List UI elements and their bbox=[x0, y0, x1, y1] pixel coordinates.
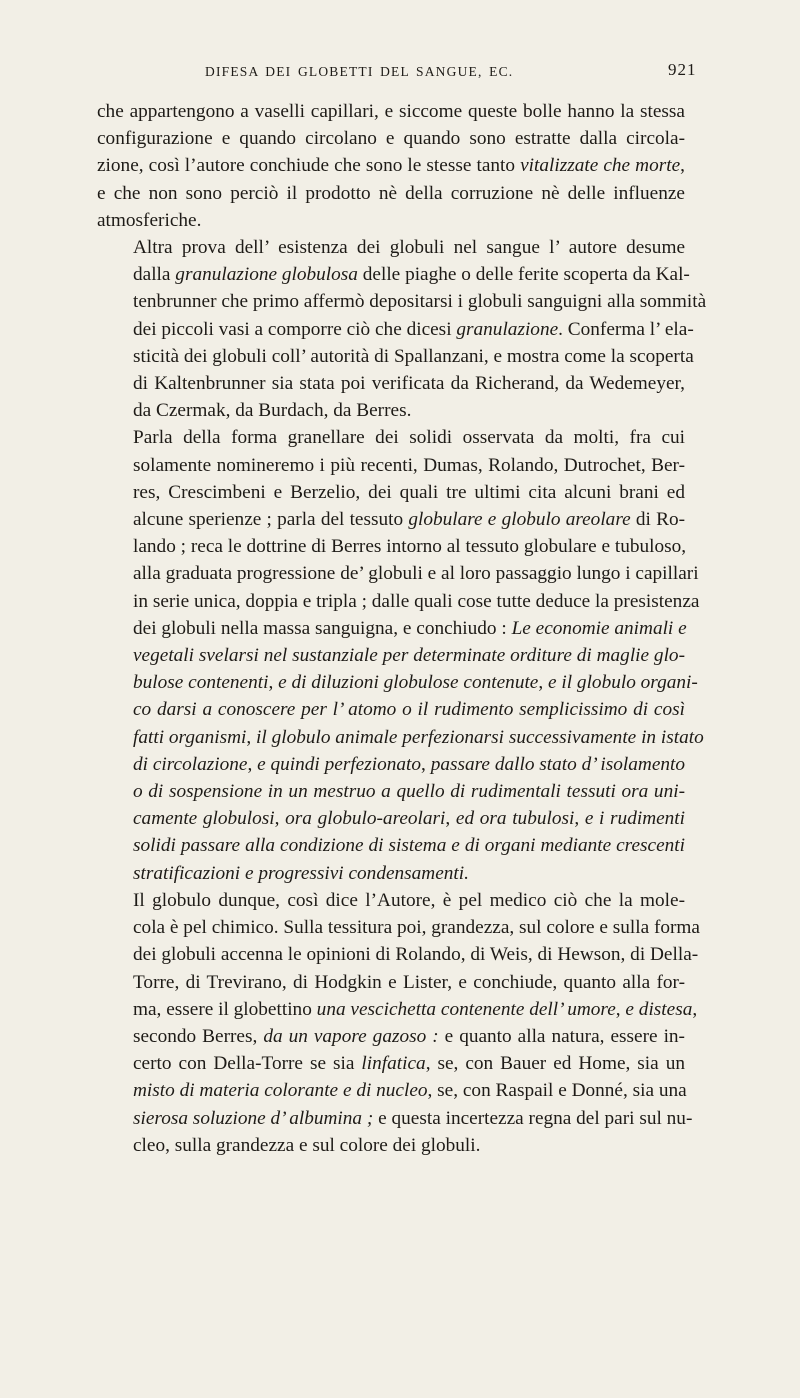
running-title: DIFESA DEI GLOBETTI DEL SANGUE, EC. bbox=[205, 64, 514, 79]
text-run: dei globuli nella massa sanguigna, e conchiudo : bbox=[133, 617, 512, 639]
text-line bbox=[97, 832, 685, 859]
text-line bbox=[97, 424, 685, 451]
italic-run: e il globulo organi- bbox=[548, 672, 698, 694]
text-run: delle piaghe o delle ferite scoperta da Kal- bbox=[357, 264, 690, 286]
text-run: , bbox=[680, 155, 685, 177]
italic-run: di circolazione bbox=[133, 753, 248, 775]
text-run: atmosferiche. bbox=[97, 209, 202, 231]
italic-run: ed ora tubulosi bbox=[455, 808, 575, 830]
text-line bbox=[97, 452, 685, 479]
text-line bbox=[97, 669, 698, 696]
italic-run: vitalizzate che morte bbox=[520, 155, 681, 177]
text-run: certo con Della-Torre se sia bbox=[133, 1053, 362, 1075]
text-run: Altra prova dell’ esistenza dei globuli nel sangue l’ autore desume bbox=[133, 237, 685, 259]
text-line bbox=[97, 234, 685, 261]
text-line bbox=[97, 370, 685, 397]
text-run: , bbox=[692, 998, 698, 1020]
text-run: , bbox=[445, 808, 456, 830]
text-line bbox=[97, 941, 699, 968]
italic-run: co darsi a conoscere per l’ atomo o il rudimento semplicissimo di così bbox=[133, 699, 685, 721]
italic-run: sierosa soluzione d’ albumina ; bbox=[133, 1107, 374, 1129]
italic-run: linfatica bbox=[361, 1053, 426, 1075]
text-run: , bbox=[538, 672, 549, 694]
italic-run: granulazione globulosa bbox=[175, 264, 358, 286]
text-line bbox=[97, 778, 685, 805]
italic-run: globulare e globulo areolare bbox=[408, 509, 631, 531]
text-run: da Czermak, da Burdach, da Berres. bbox=[133, 400, 412, 422]
italic-run: e quindi perfezionato bbox=[257, 753, 422, 775]
text-run: , se, con Bauer ed Home, sia un bbox=[425, 1053, 685, 1075]
text-run: cola è pel chimico. Sulla tessitura poi, grandezza, sul colore e sulla forma bbox=[133, 917, 700, 939]
text-line bbox=[97, 261, 690, 288]
text-line bbox=[97, 1105, 693, 1132]
page-number: 921 bbox=[668, 60, 697, 79]
running-head bbox=[0, 60, 800, 86]
text-run: solamente nomineremo i più recenti, Dumas, Rolando, Dutrochet, Ber- bbox=[133, 454, 685, 476]
text-line bbox=[97, 996, 698, 1023]
text-line bbox=[97, 615, 685, 642]
text-line bbox=[97, 125, 685, 152]
text-run: , bbox=[615, 998, 626, 1020]
text-run: , se, con Raspail e Donné, sia una bbox=[427, 1080, 687, 1102]
body-text bbox=[97, 98, 707, 1159]
text-line bbox=[97, 316, 694, 343]
text-run: ma, essere il globettino bbox=[133, 998, 317, 1020]
text-run: di Ro- bbox=[630, 509, 685, 531]
text-run: Parla della forma granellare dei solidi osservata da molti, fra cui bbox=[133, 427, 685, 449]
text-line bbox=[97, 1023, 685, 1050]
text-run: dei globuli accenna le opinioni di Rolando, di Weis, di Hewson, di Della- bbox=[133, 944, 699, 966]
text-run: dalla bbox=[133, 264, 176, 286]
text-run: , bbox=[246, 726, 257, 748]
text-run: Il globulo dunque, così dice l’Autore, è pel medico ciò che la mole- bbox=[133, 889, 685, 911]
italic-run: fatti organismi bbox=[133, 726, 247, 748]
text-run: sticità dei globuli coll’ autorità di Spallanzani, e mostra come la scoperta bbox=[133, 345, 694, 367]
text-line bbox=[97, 696, 685, 723]
text-line bbox=[97, 397, 685, 424]
text-run: e che non sono perciò il prodotto nè della corruzione nè delle influenze bbox=[97, 182, 685, 204]
italic-run: misto di materia colorante e di nucleo bbox=[133, 1080, 428, 1102]
text-run: , bbox=[268, 672, 279, 694]
text-line bbox=[97, 152, 685, 179]
text-line bbox=[97, 1077, 685, 1104]
text-line bbox=[97, 506, 685, 533]
text-line bbox=[97, 887, 685, 914]
text-run: lando ; reca le dottrine di Berres intorno al tessuto globulare e tubuloso, bbox=[133, 536, 687, 558]
text-line bbox=[97, 98, 685, 125]
text-line bbox=[97, 1132, 685, 1159]
text-run: , bbox=[574, 808, 585, 830]
paragraph bbox=[97, 887, 700, 1159]
italic-run: da un vapore gazoso : bbox=[263, 1025, 439, 1047]
text-line bbox=[97, 805, 685, 832]
italic-run: e i rudimenti bbox=[584, 808, 686, 830]
italic-run: passare dallo stato d’ isolamento bbox=[430, 753, 686, 775]
paragraph bbox=[97, 98, 685, 234]
text-line bbox=[97, 533, 685, 560]
italic-run: granulazione bbox=[456, 318, 559, 340]
italic-run: una vescichetta contenente dell’ umore bbox=[316, 998, 616, 1020]
text-run: tenbrunner che primo affermò depositarsi i globuli sanguigni alla sommità bbox=[133, 291, 707, 313]
text-run: . Conferma l’ ela- bbox=[558, 318, 694, 340]
text-line bbox=[97, 180, 685, 207]
paragraph bbox=[97, 424, 704, 886]
text-run: configurazione e quando circolano e quando sono estratte dalla circola- bbox=[97, 128, 685, 150]
text-run: di Kaltenbrunner sia stata poi verificata da Richerand, da Wedemeyer, bbox=[133, 373, 685, 395]
text-run: alla graduata progressione de’ globuli e al loro passaggio lungo i capillari bbox=[133, 563, 699, 585]
text-run: in serie unica, doppia e tripla ; dalle quali cose tutte deduce la presistenza bbox=[133, 590, 700, 612]
text-run: cleo, sulla grandezza e sul colore dei globuli. bbox=[133, 1134, 481, 1156]
text-line bbox=[97, 343, 694, 370]
italic-run: camente globulosi bbox=[133, 808, 275, 830]
text-line bbox=[97, 207, 685, 234]
text-line bbox=[97, 860, 685, 887]
text-line bbox=[97, 588, 700, 615]
italic-run: ora globulo-areolari bbox=[285, 808, 446, 830]
text-run: che appartengono a vaselli capillari, e siccome queste bolle hanno la stessa bbox=[97, 101, 685, 122]
italic-run: o di sospensione in un mestruo a quello di rudimentali tessuti ora uni- bbox=[133, 781, 685, 803]
text-line bbox=[97, 724, 704, 751]
italic-run: e di diluzioni globulose contenute bbox=[278, 672, 539, 694]
italic-run: solidi passare alla condizione di sistema e di organi mediante crescenti bbox=[133, 835, 685, 857]
text-run: zione, così l’autore conchiude che sono le stesse tanto bbox=[97, 155, 521, 177]
text-line bbox=[97, 642, 685, 669]
italic-run: vegetali svelarsi nel sustanziale per determinate orditure di maglie glo- bbox=[133, 645, 685, 667]
text-line bbox=[97, 969, 685, 996]
text-run: , bbox=[247, 753, 258, 775]
text-run: secondo Berres, bbox=[133, 1025, 264, 1047]
text-run: , bbox=[274, 808, 286, 830]
text-run: e questa incertezza regna del pari sul nu- bbox=[373, 1107, 693, 1129]
text-line bbox=[97, 1050, 685, 1077]
italic-run: e distesa bbox=[625, 998, 693, 1020]
text-line bbox=[97, 288, 707, 315]
text-run: alcune sperienze ; parla del tessuto bbox=[133, 509, 409, 531]
text-run: res, Crescimbeni e Berzelio, dei quali tre ultimi cita alcuni brani ed bbox=[133, 481, 685, 503]
text-run: e quanto alla natura, essere in- bbox=[438, 1025, 685, 1047]
text-line bbox=[97, 751, 685, 778]
italic-run: stratificazioni e progressivi condensamenti. bbox=[133, 862, 469, 884]
paragraph bbox=[97, 234, 707, 424]
italic-run: il globulo animale perfezionarsi successivamente in istato bbox=[256, 726, 704, 748]
text-run: , bbox=[421, 753, 431, 775]
text-run: Torre, di Trevirano, di Hodgkin e Lister, e conchiude, quanto alla for- bbox=[133, 971, 685, 993]
italic-run: Le economie animali e bbox=[511, 617, 687, 639]
text-line bbox=[97, 914, 700, 941]
text-run: dei piccoli vasi a comporre ciò che dicesi bbox=[133, 318, 457, 340]
text-line bbox=[97, 560, 699, 587]
text-line bbox=[97, 479, 685, 506]
italic-run: bulose contenenti bbox=[133, 672, 269, 694]
